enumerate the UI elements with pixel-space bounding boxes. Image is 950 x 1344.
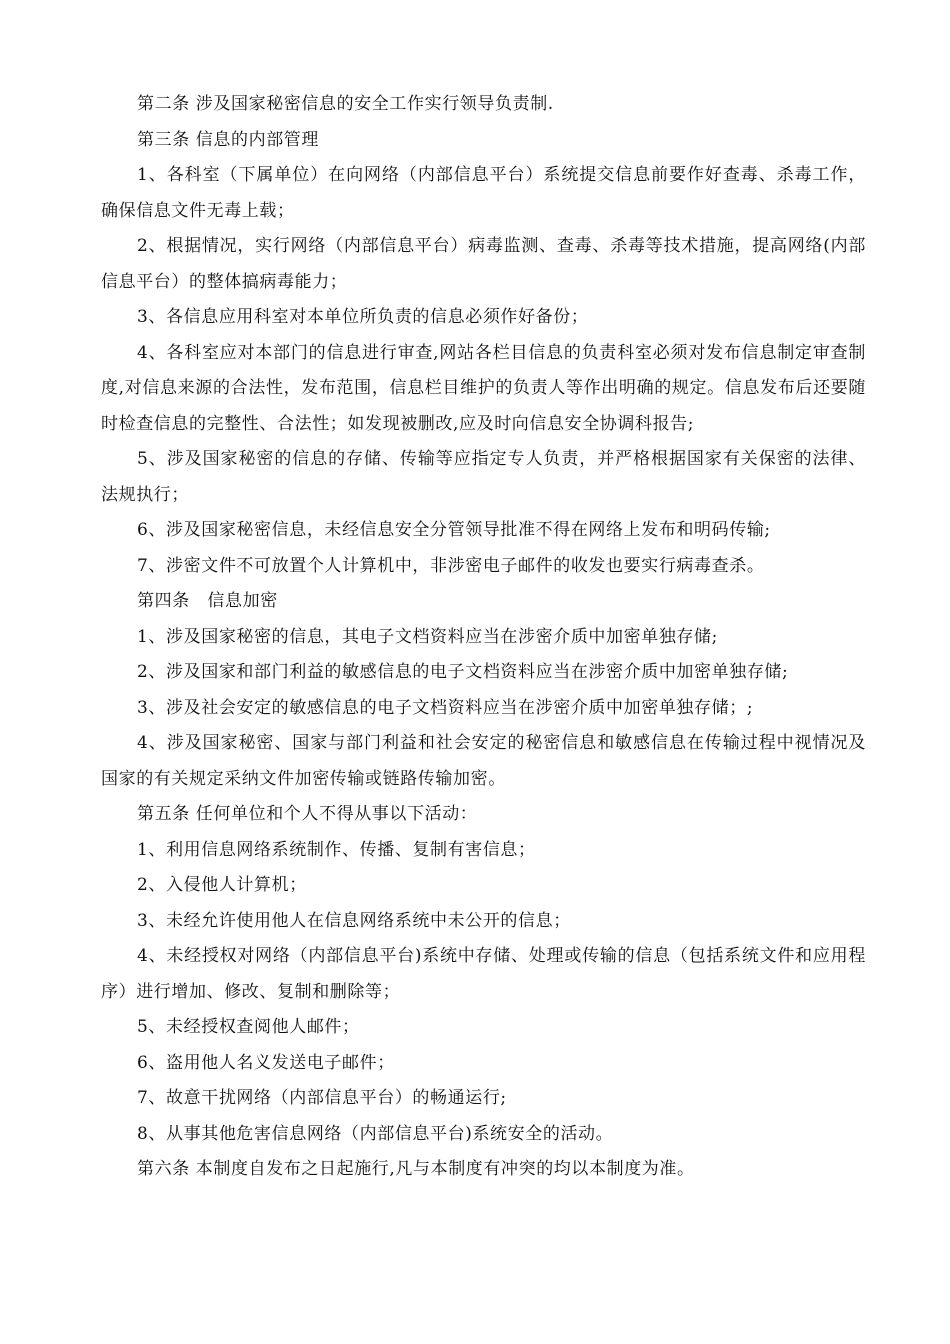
article-5-item-5: 5、未经授权查阅他人邮件； <box>137 1017 360 1037</box>
article-4-item-1: 1、涉及国家秘密的信息，其电子文档资料应当在涉密介质中加密单独存储; <box>137 626 718 647</box>
article-3-heading: 第三条 信息的内部管理 <box>137 129 320 150</box>
article-2-heading: 第二条 涉及国家秘密信息的安全工作实行领导负责制. <box>137 94 554 114</box>
article-5-item-6: 6、盗用他人名义发送电子邮件； <box>137 1052 395 1073</box>
article-3-item-3: 3、各信息应用科室对本单位所负责的信息必须作好备份； <box>137 307 589 327</box>
article-6-heading: 第六条 本制度自发布之日起施行,凡与本制度有冲突的均以本制度为准。 <box>137 1159 695 1179</box>
article-4-item-2: 2、涉及国家和部门利益的敏感信息的电子文档资料应当在涉密介质中加密单独存储; <box>137 662 789 682</box>
article-5-item-7: 7、故意干扰网络（内部信息平台）的畅通运行; <box>137 1088 507 1108</box>
article-5-heading: 第五条 任何单位和个人不得从事以下活动： <box>137 804 478 824</box>
document-body <box>101 87 866 1188</box>
article-5-item-1: 1、利用信息网络系统制作、传播、复制有害信息； <box>137 839 536 860</box>
article-4-item-4: 4、涉及国家秘密、国家与部门利益和社会安定的秘密信息和敏感信息在传输过程中视情况及国家的有关规定采纳文件加密传输或链路传输加密。 <box>101 733 866 789</box>
article-5-item-8: 8、从事其他危害信息网络（内部信息平台)系统安全的活动。 <box>137 1123 614 1144</box>
article-5-item-3: 3、未经允许使用他人在信息网络系统中未公开的信息； <box>137 910 571 931</box>
article-4-heading: 第四条 信息加密 <box>137 591 278 611</box>
article-3-item-5: 5、涉及国家秘密的信息的存储、传输等应指定专人负责，并严格根据国家有关保密的法律、法规执行； <box>101 449 866 505</box>
article-3-item-7: 7、涉密文件不可放置个人计算机中，非涉密电子邮件的收发也要实行病毒查杀。 <box>137 555 765 576</box>
article-3-item-4: 4、各科室应对本部门的信息进行审查,网站各栏目信息的负责科室必须对发布信息制定审查制度,对信息来源的合法性，发布范围，信息栏目维护的负责人等作出明确的规定。信息发布后还要随时检查信息的完整性、合法性；如发现被删改,应及时向信息安全协调科报告; <box>101 342 866 434</box>
article-3-item-2: 2、根据情况，实行网络（内部信息平台）病毒监测、查毒、杀毒等技术措施，提高网络(内部信息平台）的整体搞病毒能力； <box>101 236 866 292</box>
article-3-item-6: 6、涉及国家秘密信息，未经信息安全分管领导批准不得在网络上发布和明码传输; <box>137 520 771 540</box>
article-5-item-4: 4、未经授权对网络（内部信息平台)系统中存储、处理或传输的信息（包括系统文件和应用程序）进行增加、修改、复制和删除等； <box>101 946 866 1002</box>
article-5-item-2: 2、入侵他人计算机； <box>137 875 307 895</box>
article-4-item-3: 3、涉及社会安定的敏感信息的电子文档资料应当在涉密介质中加密单独存储；; <box>137 697 754 718</box>
article-3-item-1: 1、各科室（下属单位）在向网络（内部信息平台）系统提交信息前要作好查毒、杀毒工作，确保信息文件无毒上载； <box>101 165 866 221</box>
